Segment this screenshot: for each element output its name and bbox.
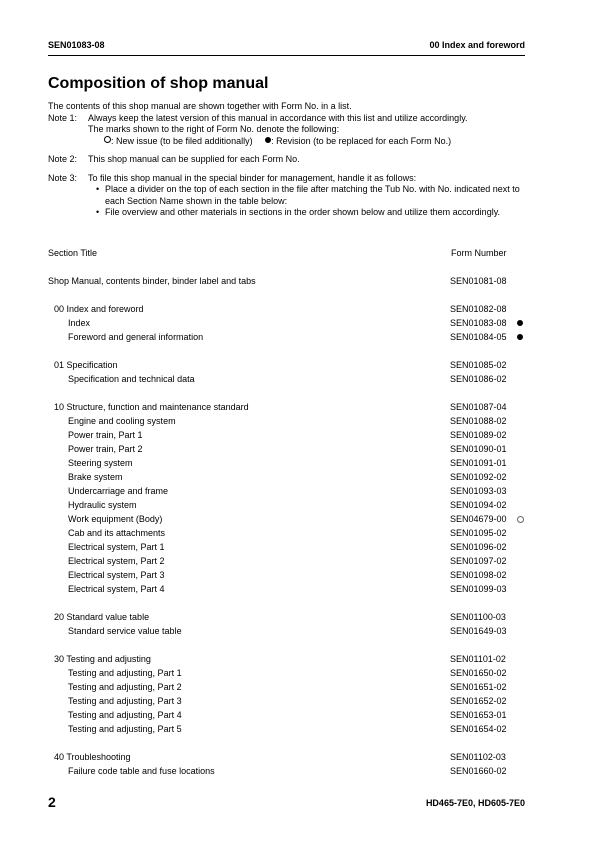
form-number: SEN01087-04 [450, 402, 507, 412]
form-number-header: Form Number [451, 248, 507, 258]
section-title: Electrical system, Part 3 [68, 570, 165, 580]
section-title: Electrical system, Part 4 [68, 584, 165, 594]
form-number: SEN01088-02 [450, 416, 507, 426]
table-row [0, 444, 595, 458]
table-row [0, 276, 595, 290]
section-title: Specification and technical data [68, 374, 195, 384]
section-title: Testing and adjusting, Part 3 [68, 696, 182, 706]
table-row [0, 458, 595, 472]
table-row [0, 528, 595, 542]
table-row [0, 430, 595, 444]
form-number: SEN01650-02 [450, 668, 507, 678]
form-number: SEN01090-01 [450, 444, 507, 454]
table-row [0, 682, 595, 696]
table-row [0, 612, 595, 626]
section-title: 40 Troubleshooting [54, 752, 131, 762]
table-row [0, 696, 595, 710]
form-number: SEN01100-03 [450, 612, 506, 622]
section-title: 00 Index and foreword [54, 304, 144, 314]
form-number: SEN01097-02 [450, 556, 507, 566]
note-2-label: Note 2: [48, 154, 78, 164]
table-row [0, 416, 595, 430]
section-title: 30 Testing and adjusting [54, 654, 151, 664]
section-title: Electrical system, Part 1 [68, 542, 165, 552]
form-number: SEN01649-03 [450, 626, 507, 636]
table-row [0, 304, 595, 318]
section-title: Testing and adjusting, Part 2 [68, 682, 182, 692]
form-number: SEN01654-02 [450, 724, 507, 734]
section-title: Failure code table and fuse locations [68, 766, 215, 776]
row-spacer [0, 640, 595, 654]
table-header [48, 248, 528, 258]
doc-number: SEN01083-08 [48, 40, 105, 50]
section-title: Index [68, 318, 91, 328]
row-spacer [0, 346, 595, 360]
header-rule [48, 55, 525, 56]
section-title: Power train, Part 2 [68, 444, 143, 454]
note-3-label: Note 3: [48, 172, 78, 183]
table-row [0, 500, 595, 514]
table-row [0, 654, 595, 668]
section-title: Cab and its attachments [68, 528, 166, 538]
section-name: 00 Index and foreword [429, 40, 525, 50]
form-number: SEN01092-02 [450, 472, 507, 482]
row-spacer [0, 388, 595, 402]
model-name: HD465-7E0, HD605-7E0 [425, 798, 525, 808]
form-number: SEN01102-03 [450, 752, 506, 762]
table-row [0, 374, 595, 388]
section-title: Foreword and general information [68, 332, 204, 342]
form-number: SEN01101-02 [450, 654, 506, 664]
table-row [0, 402, 595, 416]
row-spacer [0, 598, 595, 612]
table-row [0, 570, 595, 584]
bullet-icon: • [96, 207, 100, 217]
table-row [0, 472, 595, 486]
table-row [0, 626, 595, 640]
new-issue-icon [104, 136, 111, 143]
form-number: SEN01091-01 [450, 458, 507, 468]
form-number: SEN01094-02 [450, 500, 507, 510]
table-row [0, 360, 595, 374]
form-number: SEN01086-02 [450, 374, 507, 384]
section-title: 20 Standard value table [54, 612, 150, 622]
table-row [0, 556, 595, 570]
section-title-header: Section Title [48, 248, 98, 258]
section-title: Work equipment (Body) [68, 514, 163, 524]
table-row [0, 486, 595, 500]
table-row [0, 710, 595, 724]
form-number: SEN01089-02 [450, 430, 507, 440]
section-title: Hydraulic system [68, 500, 137, 510]
row-spacer [0, 290, 595, 304]
bullet-icon: • [96, 184, 100, 194]
bullet-text: Place a divider on the top of each section in the file after matching the Tub No. with No. indicated next to each Section Name shown in the table below: [105, 184, 520, 206]
note-3-bullet [96, 184, 528, 207]
page-header [48, 40, 525, 54]
form-number: SEN01099-03 [450, 584, 507, 594]
table-row [0, 668, 595, 682]
intro-text: The contents of this shop manual are shown together with Form No. in a list. [48, 101, 352, 111]
form-number: SEN01093-03 [450, 486, 507, 496]
table-row [0, 514, 595, 528]
note-2 [48, 154, 528, 166]
table-row [0, 766, 595, 780]
form-number: SEN01651-02 [450, 682, 507, 692]
form-number: SEN01085-02 [450, 360, 507, 370]
table-row [0, 332, 595, 346]
bullet-text: File overview and other materials in sections in the order shown below and utilize them accordingly. [105, 207, 501, 217]
intro-block [48, 101, 528, 219]
section-title: Standard service value table [68, 626, 182, 636]
row-spacer [0, 738, 595, 752]
page-number: 2 [48, 794, 56, 810]
table-row [0, 584, 595, 598]
table-row [0, 752, 595, 766]
table-row [0, 542, 595, 556]
section-title: Testing and adjusting, Part 5 [68, 724, 182, 734]
form-number: SEN01660-02 [450, 766, 507, 776]
section-title: Engine and cooling system [68, 416, 176, 426]
form-number: SEN01652-02 [450, 696, 507, 706]
form-number: SEN01653-01 [450, 710, 507, 720]
note-2-text: This shop manual can be supplied for each Form No. [88, 154, 300, 164]
form-number: SEN01081-08 [450, 276, 507, 286]
mark-rev-text: : Revision (to be replaced for each Form No.) [271, 135, 452, 146]
note-1-label: Note 1: [48, 112, 78, 123]
note-1 [48, 113, 528, 148]
note-3-text: To file this shop manual in the special binder for management, handle it as follows: [88, 172, 417, 183]
section-title: Electrical system, Part 2 [68, 556, 165, 566]
table-row [0, 724, 595, 738]
section-title: Power train, Part 1 [68, 430, 143, 440]
section-title: Shop Manual, contents binder, binder label and tabs [48, 276, 256, 286]
form-number: SEN01095-02 [450, 528, 507, 538]
section-title: Steering system [68, 458, 133, 468]
mark-legend [88, 136, 528, 148]
composition-table [0, 276, 595, 780]
section-title: Undercarriage and frame [68, 486, 169, 496]
mark-new-text: : New issue (to be filed additionally) [111, 135, 253, 146]
revision-mark-icon [517, 334, 523, 340]
form-number: SEN04679-00 [450, 514, 507, 524]
form-number: SEN01098-02 [450, 570, 507, 580]
form-number: SEN01083-08 [450, 318, 507, 328]
note-1-line2: The marks shown to the right of Form No. denote the following: [88, 124, 340, 134]
form-number: SEN01084-05 [450, 332, 507, 342]
note-1-line1: Always keep the latest version of this manual in accordance with this list and utilize accordingly. [88, 112, 468, 123]
table-row [0, 318, 595, 332]
section-title: 01 Specification [54, 360, 118, 370]
section-title: Testing and adjusting, Part 1 [68, 668, 182, 678]
page-title: Composition of shop manual [48, 75, 269, 92]
new-issue-mark-icon [517, 516, 524, 523]
form-number: SEN01082-08 [450, 304, 507, 314]
section-title: Testing and adjusting, Part 4 [68, 710, 182, 720]
note-3 [48, 173, 528, 219]
section-title: Brake system [68, 472, 123, 482]
revision-mark-icon [517, 320, 523, 326]
section-title: 10 Structure, function and maintenance standard [54, 402, 249, 412]
note-3-bullet [96, 207, 528, 219]
form-number: SEN01096-02 [450, 542, 507, 552]
